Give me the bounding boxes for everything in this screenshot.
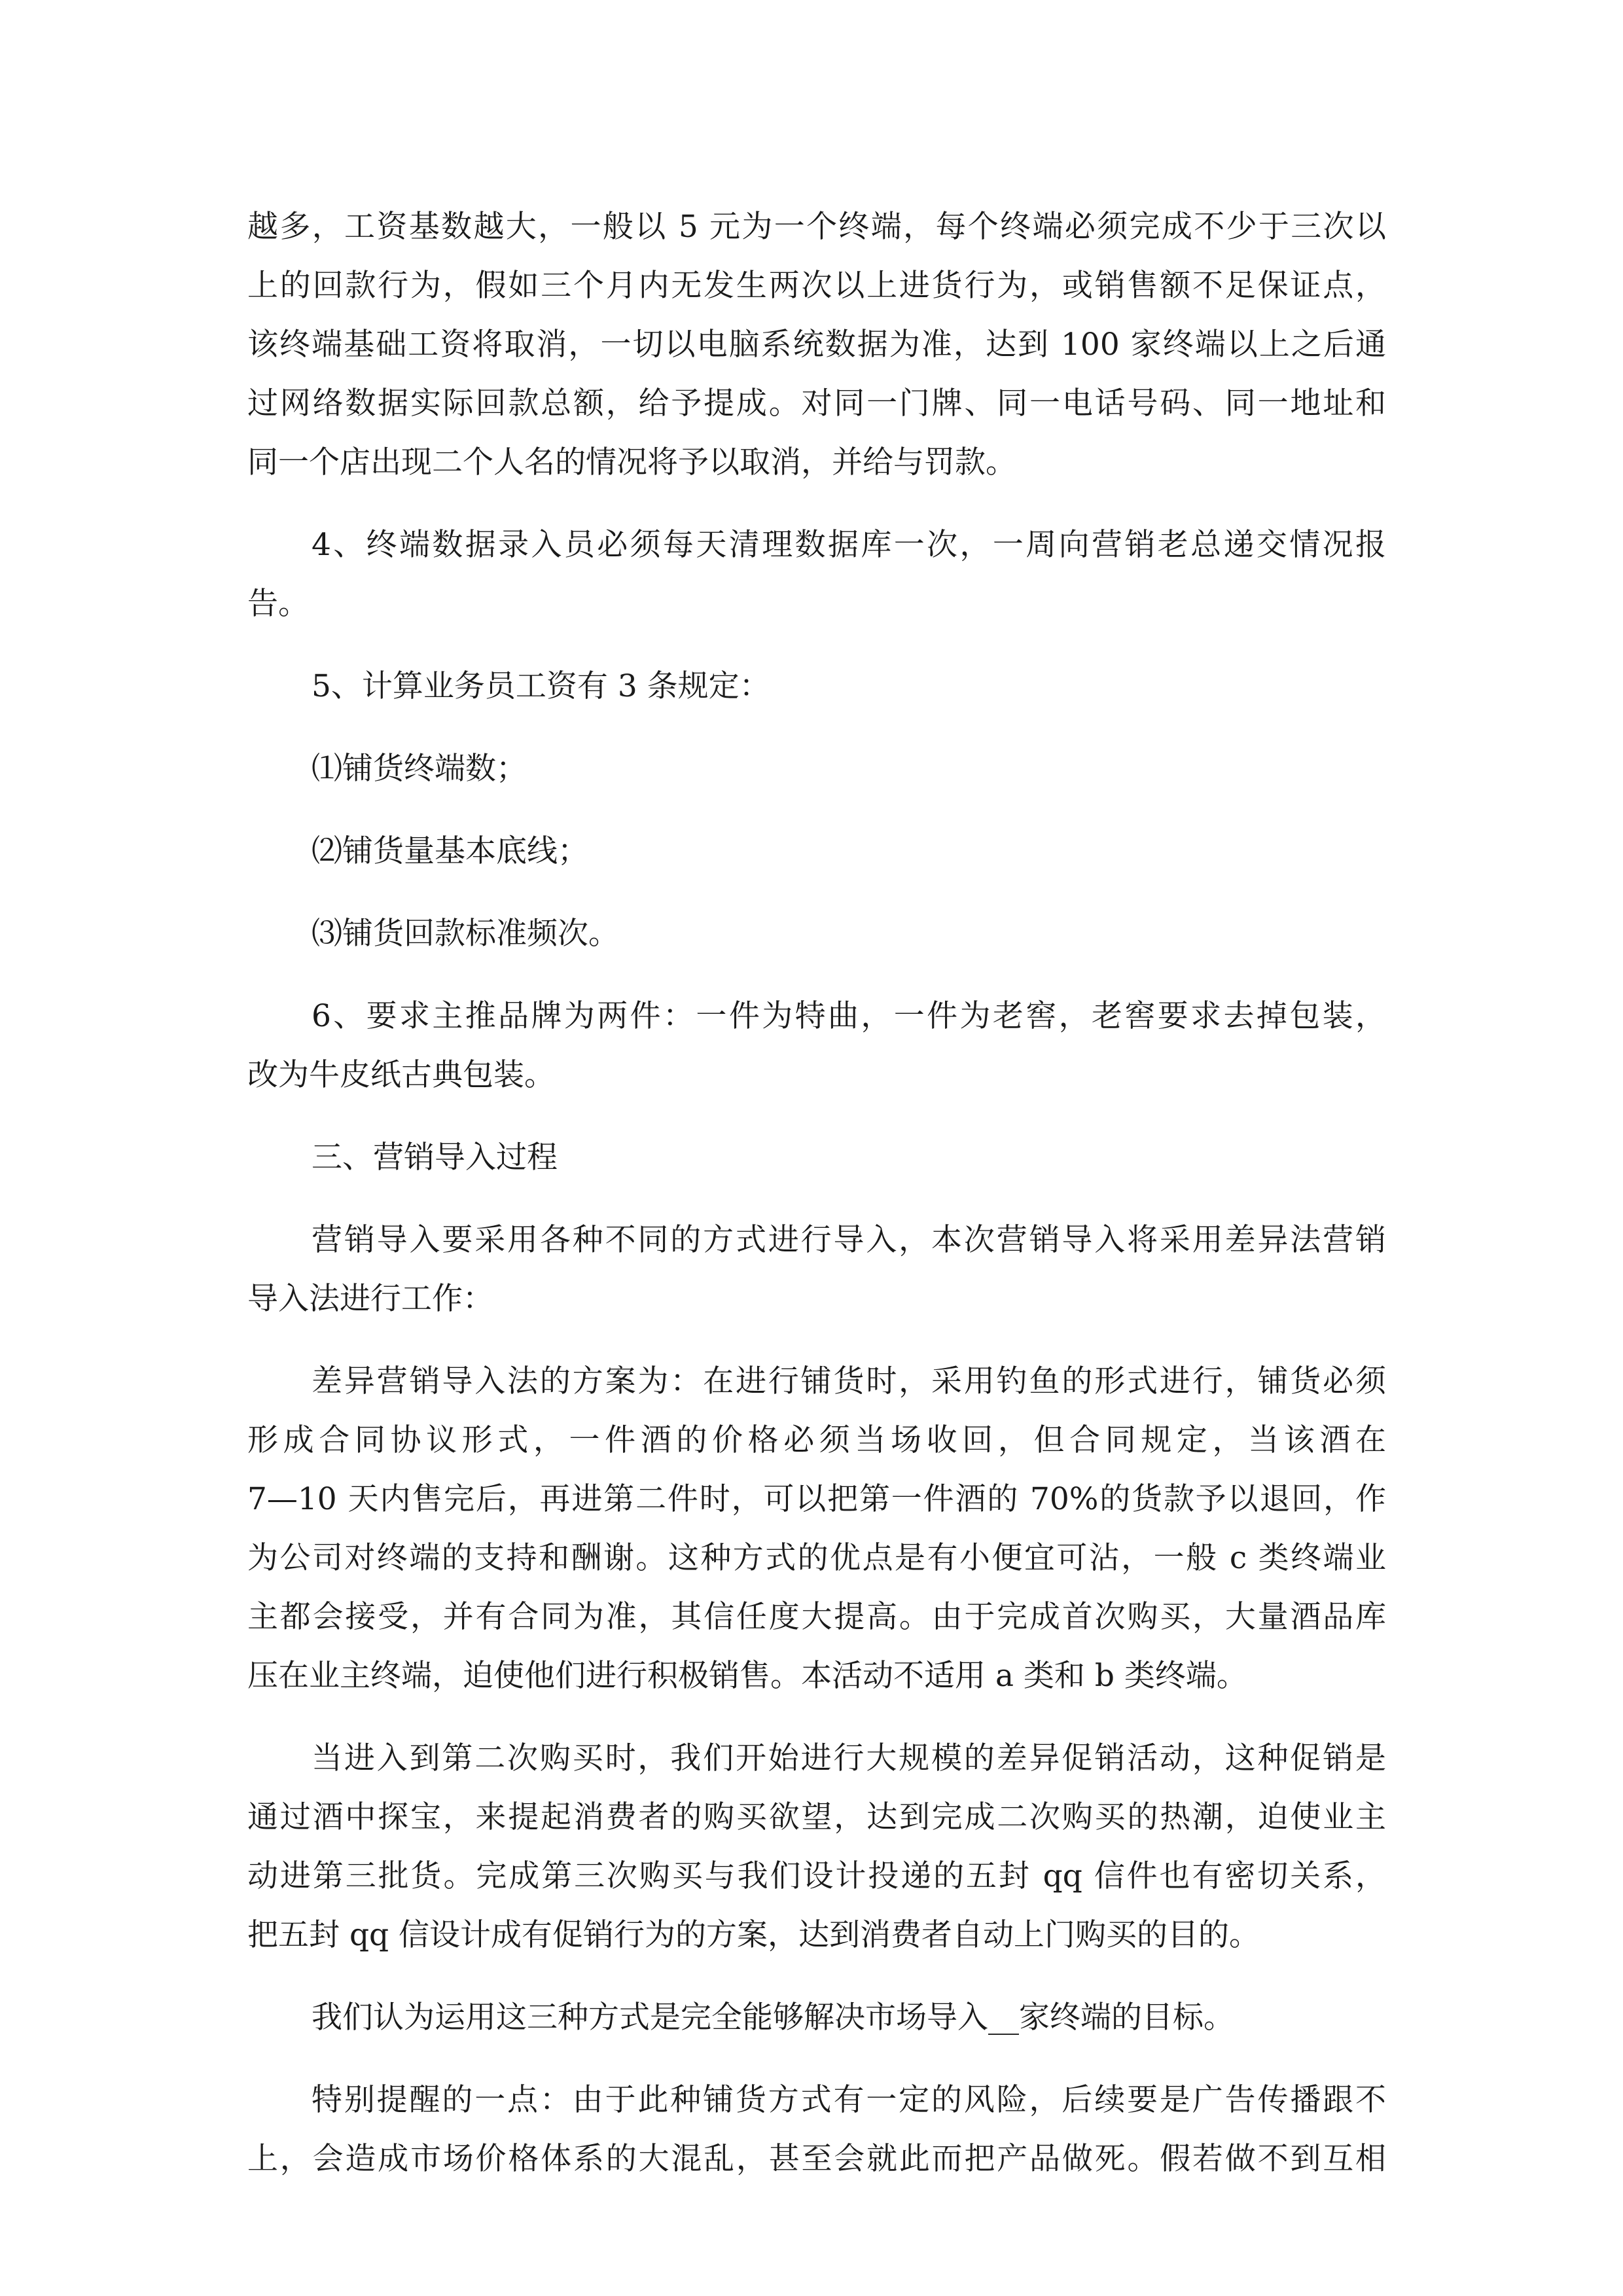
text-line: ⑴铺货终端数； bbox=[312, 751, 527, 787]
paragraph-item-4 bbox=[247, 516, 1386, 634]
text-line: 导入法进行工作： bbox=[247, 1281, 493, 1317]
text-line: 当进入到第二次购买时，我们开始进行大规模的差异促销活动，这种促销是 bbox=[312, 1740, 1386, 1776]
text-line: 动进第三批货。完成第三次购买与我们设计投递的五封 qq 信件也有密切关系， bbox=[247, 1858, 1386, 1894]
paragraph-item-5 bbox=[247, 657, 1386, 716]
text-line: 6、要求主推品牌为两件：一件为特曲，一件为老窖，老窖要求去掉包装， bbox=[312, 998, 1386, 1034]
text-line: 特别提醒的一点：由于此种铺货方式有一定的风险，后续要是广告传播跟不 bbox=[312, 2082, 1386, 2118]
paragraph-special-reminder bbox=[247, 2071, 1386, 2189]
text-line: 主都会接受，并有合同为准，其信任度大提高。由于完成首次购买，大量酒品库 bbox=[247, 1599, 1386, 1635]
text-line: 上的回款行为，假如三个月内无发生两次以上进货行为，或销售额不足保证点， bbox=[247, 268, 1386, 304]
text-line: 过网络数据实际回款总额，给予提成。对同一门牌、同一电话号码、同一地址和 bbox=[247, 386, 1386, 422]
text-line: 压在业主终端，迫使他们进行积极销售。本活动不适用 a 类和 b 类终端。 bbox=[247, 1658, 1247, 1694]
text-line: 上，会造成市场价格体系的大混乱，甚至会就此而把产品做死。假若做不到互相 bbox=[247, 2141, 1386, 2177]
paragraph-item-6 bbox=[247, 987, 1386, 1105]
text-line: 5、计算业务员工资有 3 条规定： bbox=[312, 668, 770, 704]
text-line: 该终端基础工资将取消，一切以电脑系统数据为准，达到 100 家终端以上之后通 bbox=[247, 327, 1386, 363]
document-body bbox=[247, 198, 1386, 2189]
text-line: 我们认为运用这三种方式是完全能够解决市场导入__家终端的目标。 bbox=[312, 2000, 1234, 2036]
paragraph-import-methods bbox=[247, 1211, 1386, 1329]
paragraph-second-purchase bbox=[247, 1729, 1386, 1965]
section-heading-marketing-import bbox=[247, 1128, 1386, 1187]
sub-item-2 bbox=[247, 822, 1386, 881]
text-line: 改为牛皮纸古典包装。 bbox=[247, 1057, 555, 1093]
text-line: 4、终端数据录入员必须每天清理数据库一次，一周向营销老总递交情况报 bbox=[312, 527, 1386, 563]
text-line: 营销导入要采用各种不同的方式进行导入，本次营销导入将采用差异法营销 bbox=[312, 1222, 1386, 1258]
text-line: 同一个店出现二个人名的情况将予以取消，并给与罚款。 bbox=[247, 444, 1016, 480]
text-line: 形成合同协议形式，一件酒的价格必须当场收回，但合同规定，当该酒在 bbox=[247, 1422, 1386, 1458]
text-line: 越多，工资基数越大，一般以 5 元为一个终端，每个终端必须完成不少于三次以 bbox=[247, 209, 1386, 245]
paragraph-salary-base bbox=[247, 198, 1386, 492]
paragraph-conclusion bbox=[247, 1988, 1386, 2047]
sub-item-1 bbox=[247, 740, 1386, 798]
text-line: ⑵铺货量基本底线； bbox=[312, 833, 588, 869]
text-line: 为公司对终端的支持和酬谢。这种方式的优点是有小便宜可沾，一般 c 类终端业 bbox=[247, 1540, 1386, 1576]
section-heading: 三、营销导入过程 bbox=[312, 1139, 558, 1175]
text-line: 告。 bbox=[247, 586, 309, 622]
text-line: 7—10 天内售完后，再进第二件时，可以把第一件酒的 70%的货款予以退回，作 bbox=[247, 1481, 1386, 1517]
text-line: 通过酒中探宝，来提起消费者的购买欲望，达到完成二次购买的热潮，迫使业主 bbox=[247, 1799, 1386, 1835]
text-line: 把五封 qq 信设计成有促销行为的方案，达到消费者自动上门购买的目的。 bbox=[247, 1917, 1260, 1953]
sub-item-3 bbox=[247, 905, 1386, 963]
text-line: ⑶铺货回款标准频次。 bbox=[312, 916, 619, 952]
paragraph-difference-method bbox=[247, 1352, 1386, 1706]
text-line: 差异营销导入法的方案为：在进行铺货时，采用钓鱼的形式进行，铺货必须 bbox=[312, 1363, 1386, 1399]
